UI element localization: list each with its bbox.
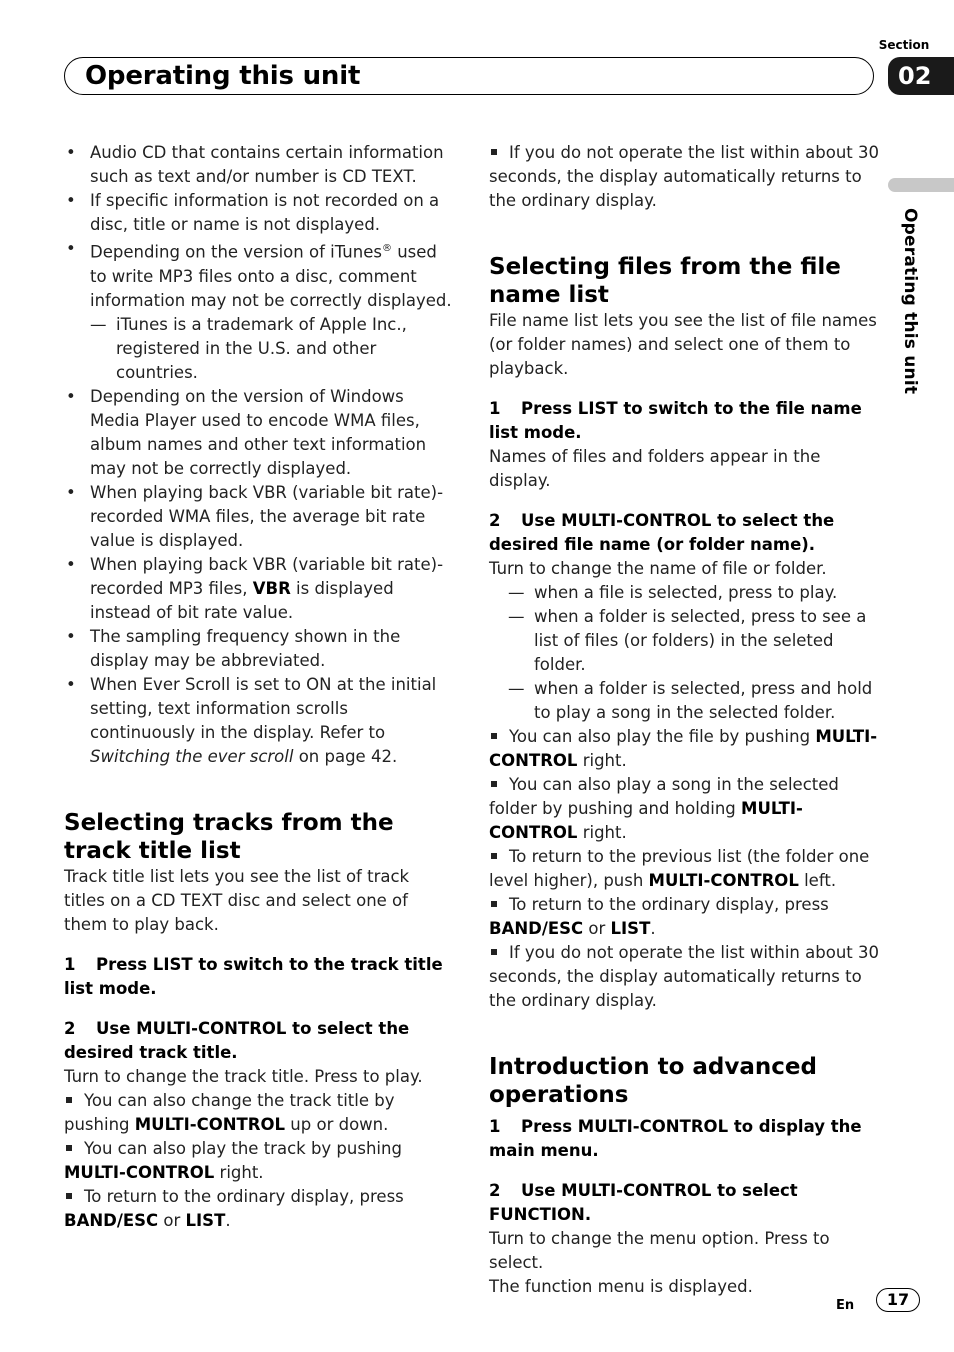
note-item: If you do not operate the list within about 30 seconds, the display automatically returns to the ordinary display. bbox=[489, 143, 879, 210]
dash-item: — when a file is selected, press to play. bbox=[489, 581, 881, 605]
square-bullet-icon bbox=[491, 733, 497, 739]
step-1-body: Names of files and folders appear in the display. bbox=[489, 447, 821, 490]
note-item: To return to the ordinary display, press BAND/ESC or LIST. bbox=[489, 895, 829, 938]
step-2-body: Turn to change the track title. Press to play. bbox=[64, 1066, 423, 1086]
step-2: 2 Use MULTI-CONTROL to select the desired file name (or folder name). bbox=[489, 511, 835, 554]
step-2-body: Turn to change the name of file or folder. bbox=[489, 559, 827, 578]
files-intro: File name list lets you see the list of file names (or folder names) and select one of them to playback. bbox=[489, 311, 877, 378]
step-1: 1 Press LIST to switch to the track title list mode. bbox=[64, 954, 443, 998]
dash-item: — when a folder is selected, press to see a list of files (or folders) in the seleted folder. bbox=[489, 605, 881, 677]
list-item: • Depending on the version of Windows Media Player used to encode WMA files, album names and other text information may not be correctly displayed. bbox=[64, 385, 454, 481]
list-item: • When Ever Scroll is set to ON at the initial setting, text information scrolls continuously in the display. Refer to Switching the ever scroll on page 42. bbox=[64, 673, 454, 769]
square-bullet-icon bbox=[491, 149, 497, 155]
notes-list-continued bbox=[64, 385, 454, 769]
note-item: You can also play a song in the selected folder by pushing and holding MULTI-CONTROL right. bbox=[489, 775, 839, 842]
note-item: You can also play the file by pushing MULTI-CONTROL right. bbox=[489, 727, 878, 770]
itunes-trademark-note: — iTunes is a trademark of Apple Inc., registered in the U.S. and other countries. bbox=[64, 313, 454, 385]
cross-reference-link: Switching the ever scroll bbox=[90, 746, 294, 766]
section-label: Section bbox=[878, 38, 930, 52]
square-bullet-icon bbox=[66, 1145, 72, 1151]
heading-introduction: Introduction to advanced operations bbox=[489, 1054, 817, 1108]
advanced-step-2-body: Turn to change the menu option. Press to select. bbox=[489, 1229, 830, 1272]
list-item: • When playing back VBR (variable bit rate)-recorded MP3 files, VBR is displayed instead of bit rate value. bbox=[64, 553, 454, 625]
list-item: • The sampling frequency shown in the display may be abbreviated. bbox=[64, 625, 454, 673]
note-item: To return to the ordinary display, press BAND/ESC or LIST. bbox=[64, 1186, 404, 1230]
list-item: • Depending on the version of iTunes® used to write MP3 files onto a disc, comment information may not be correctly displayed. bbox=[64, 237, 454, 313]
square-bullet-icon bbox=[66, 1097, 72, 1103]
list-item: • Audio CD that contains certain information such as text and/or number is CD TEXT. bbox=[64, 141, 454, 189]
note-item: To return to the previous list (the folder one level higher), push MULTI-CONTROL left. bbox=[489, 847, 870, 890]
advanced-step-2-result: The function menu is displayed. bbox=[489, 1277, 753, 1296]
side-tab-marker bbox=[888, 178, 954, 192]
dash-item: — when a folder is selected, press and hold to play a song in the selected folder. bbox=[489, 677, 881, 725]
square-bullet-icon bbox=[491, 949, 497, 955]
advanced-step-2: 2 Use MULTI-CONTROL to select FUNCTION. bbox=[489, 1181, 798, 1224]
square-bullet-icon bbox=[491, 901, 497, 907]
note-item: You can also play the track by pushing MULTI-CONTROL right. bbox=[64, 1138, 402, 1182]
step-1: 1 Press LIST to switch to the file name list mode. bbox=[489, 399, 862, 442]
side-tab-label: Operating this unit bbox=[900, 208, 920, 395]
square-bullet-icon bbox=[491, 853, 497, 859]
step-2: 2 Use MULTI-CONTROL to select the desired track title. bbox=[64, 1018, 410, 1062]
square-bullet-icon bbox=[491, 781, 497, 787]
page-title: Operating this unit bbox=[85, 61, 361, 91]
note-item: You can also change the track title by pushing MULTI-CONTROL up or down. bbox=[64, 1090, 395, 1134]
heading-selecting-files: Selecting files from the file name list bbox=[489, 254, 841, 308]
advanced-step-1: 1 Press MULTI-CONTROL to display the main menu. bbox=[489, 1117, 862, 1160]
page-number: 17 bbox=[876, 1288, 920, 1312]
tracks-intro: Track title list lets you see the list of track titles on a CD TEXT disc and select one of them to play back. bbox=[64, 866, 410, 934]
left-column bbox=[64, 141, 454, 1233]
notes-list bbox=[64, 141, 454, 313]
section-number-badge: 02 bbox=[888, 57, 954, 95]
square-bullet-icon bbox=[66, 1193, 72, 1199]
language-label: En bbox=[836, 1298, 855, 1313]
list-item: • When playing back VBR (variable bit rate)-recorded WMA files, the average bit rate value is displayed. bbox=[64, 481, 454, 553]
note-item: If you do not operate the list within about 30 seconds, the display automatically returns to the ordinary display. bbox=[489, 943, 879, 1010]
heading-selecting-tracks: Selecting tracks from the track title list bbox=[64, 809, 394, 864]
right-column bbox=[489, 141, 881, 1299]
header-bar bbox=[64, 57, 874, 95]
list-item: • If specific information is not recorded on a disc, title or name is not displayed. bbox=[64, 189, 454, 237]
